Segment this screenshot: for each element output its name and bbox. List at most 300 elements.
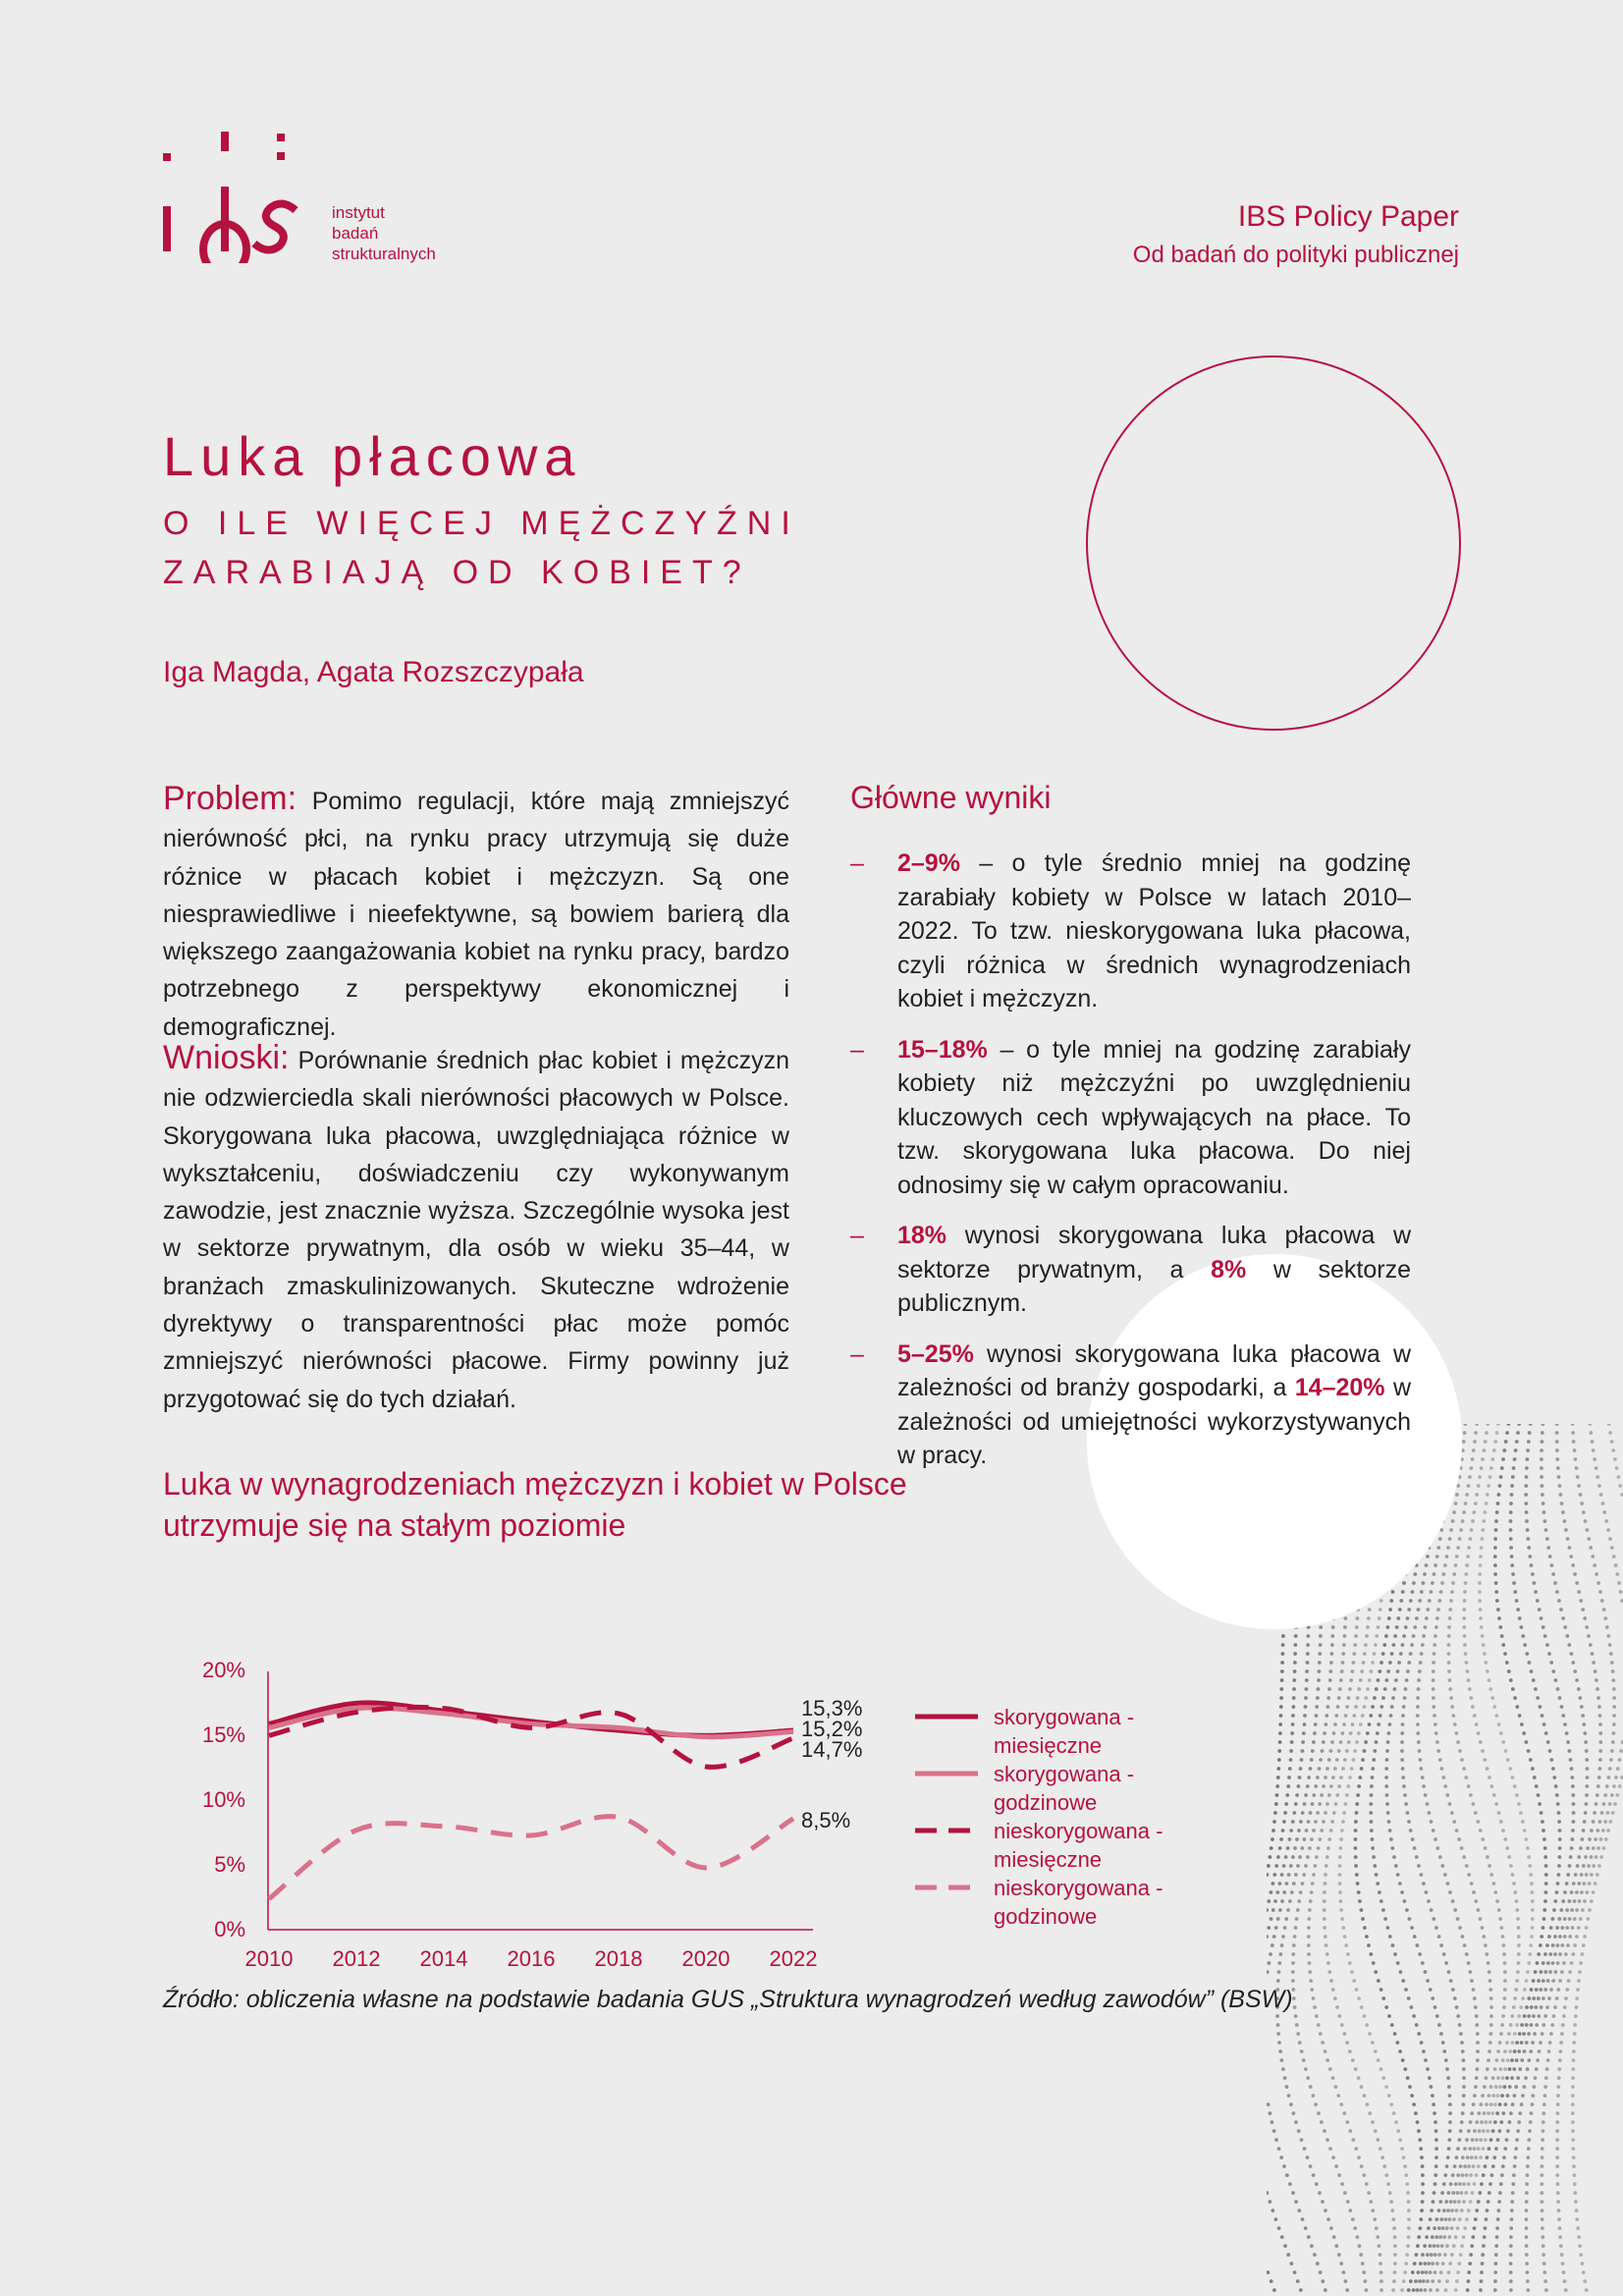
pattern-dot [1444,2217,1448,2221]
pattern-dot [1571,1424,1575,1426]
pattern-dot [1279,1837,1283,1841]
pattern-dot [1528,1431,1532,1435]
pattern-dot [1516,2129,1520,2133]
pattern-dot [1407,1996,1411,2000]
pattern-dot [1339,1899,1343,1903]
pattern-dot [1492,1882,1496,1886]
pattern-dot [1489,1466,1493,1470]
pattern-dot [1274,1802,1278,1806]
pattern-dot [1595,1572,1598,1576]
pattern-dot [1267,1873,1269,1877]
pattern-dot [1472,1510,1476,1514]
pattern-dot [1454,1563,1458,1567]
pattern-dot [1505,1431,1509,1435]
pattern-dot [1552,1776,1556,1779]
pattern-dot [1281,2067,1285,2071]
pattern-dot [1482,1519,1486,1523]
pattern-dot [1544,1882,1548,1886]
pattern-dot [1389,1714,1393,1718]
pattern-dot [1467,1484,1471,1488]
pattern-dot [1340,2023,1344,2027]
pattern-dot [1462,1440,1466,1444]
pattern-dot [1573,2032,1577,2036]
pattern-dot [1434,2129,1438,2133]
pattern-dot [1325,1714,1328,1718]
pattern-dot [1367,2191,1371,2195]
pattern-dot [1505,2041,1509,2045]
pattern-dot [1556,1988,1560,1992]
pattern-dot [1436,1546,1440,1550]
pattern-dot [1280,1669,1284,1673]
pattern-dot [1308,1970,1312,1974]
pattern-dot [1282,2164,1286,2168]
pattern-dot [1366,1731,1370,1735]
pattern-dot [1583,1935,1587,1939]
pattern-dot [1354,1829,1358,1832]
pattern-dot [1574,1873,1578,1877]
pattern-dot [1616,1767,1620,1771]
pattern-dot [1551,1917,1555,1921]
pattern-dot [1462,1855,1466,1859]
pattern-dot [1382,1643,1386,1647]
pattern-dot [1498,1484,1502,1488]
pattern-dot [1421,2173,1425,2177]
pattern-dot [1582,1864,1586,1868]
pattern-dot [1509,1678,1513,1682]
pattern-dot [1430,1590,1434,1594]
pattern-dot [1354,1820,1358,1824]
pattern-dot [1331,2156,1335,2159]
pattern-dot [1466,2288,1470,2292]
pattern-dot [1546,2058,1550,2062]
pattern-dot [1443,1873,1447,1877]
pattern-dot [1481,1837,1485,1841]
pattern-dot [1564,1952,1568,1956]
pattern-dot [1270,1846,1273,1850]
pattern-dot [1488,2041,1492,2045]
pattern-dot [1371,1837,1375,1841]
pattern-dot [1310,2244,1314,2248]
pattern-dot [1509,2244,1513,2248]
pattern-dot [1619,1749,1623,1753]
pattern-dot [1315,2014,1319,2018]
pattern-dot [1312,1740,1316,1744]
pattern-dot [1435,2262,1439,2266]
pattern-dot [1512,2067,1516,2071]
pattern-dot [1452,1714,1456,1718]
y-tick-label: 5% [214,1852,245,1877]
pattern-dot [1547,1996,1551,2000]
pattern-dot [1572,2050,1576,2053]
pattern-dot [1399,1599,1403,1603]
pattern-dot [1468,2147,1472,2151]
pattern-dot [1501,2014,1505,2018]
pattern-dot [1447,1669,1451,1673]
pattern-dot [1280,1678,1284,1682]
pattern-dot [1269,1952,1272,1956]
pattern-dot [1435,1740,1439,1744]
pattern-dot [1518,1616,1522,1620]
pattern-dot [1540,1475,1543,1479]
pattern-dot [1526,2279,1530,2283]
pattern-dot [1512,2173,1516,2177]
pattern-dot [1509,1519,1513,1523]
pattern-dot [1543,2014,1547,2018]
pattern-dot [1563,1625,1567,1629]
pattern-dot [1302,1731,1306,1735]
pattern-dot [1542,1829,1545,1832]
pattern-dot [1494,2253,1498,2257]
pattern-dot [1525,1475,1529,1479]
pattern-dot [1319,1758,1323,1762]
pattern-dot [1399,1970,1403,1974]
pattern-dot [1476,1820,1480,1824]
pattern-dot [1556,1882,1560,1886]
pattern-dot [1540,1616,1543,1620]
x-tick-label: 2018 [594,1946,643,1971]
pattern-dot [1506,2058,1510,2062]
pattern-dot [1294,2014,1298,2018]
pattern-dot [1401,1643,1405,1647]
pattern-dot [1407,2217,1411,2221]
pattern-dot [1602,1846,1606,1850]
pattern-dot [1340,1829,1344,1832]
pattern-dot [1528,1661,1532,1665]
pattern-dot [1451,2173,1455,2177]
pattern-dot [1469,2173,1473,2177]
pattern-dot [1407,1608,1411,1612]
pattern-dot [1456,2147,1460,2151]
pattern-dot [1454,1502,1458,1505]
pattern-dot [1373,1696,1377,1700]
pattern-dot [1480,1546,1484,1550]
pattern-dot [1560,2032,1564,2036]
pattern-dot [1464,1652,1468,1656]
pattern-dot [1484,1846,1488,1850]
pattern-dot [1462,1608,1466,1612]
pattern-dot [1400,1740,1404,1744]
pattern-dot [1280,1873,1284,1877]
pattern-dot [1396,1961,1400,1965]
pattern-dot [1469,2200,1473,2204]
pattern-dot [1510,2014,1514,2018]
pattern-dot [1537,2014,1541,2018]
pattern-dot [1517,1802,1521,1806]
pattern-dot [1555,1440,1559,1444]
pattern-dot [1543,1855,1547,1859]
pattern-dot [1356,1793,1360,1797]
pattern-dot [1420,1590,1424,1594]
pattern-dot [1440,1864,1444,1868]
pattern-dot [1467,1961,1471,1965]
pattern-dot [1290,1890,1294,1894]
pattern-dot [1405,1908,1409,1912]
pattern-dot [1596,1687,1599,1691]
pattern-dot [1432,1669,1435,1673]
pattern-dot [1398,1882,1402,1886]
pattern-dot [1276,1917,1280,1921]
pattern-dot [1531,1917,1535,1921]
pattern-dot [1484,2164,1488,2168]
pattern-dot [1468,2262,1472,2266]
pattern-dot [1512,1466,1516,1470]
pattern-dot [1525,2191,1529,2195]
pattern-dot [1479,1829,1483,1832]
pattern-dot [1489,2032,1493,2036]
pattern-dot [1493,1537,1497,1541]
pattern-dot [1387,2014,1391,2018]
pattern-dot [1577,1855,1581,1859]
pattern-dot [1318,1767,1322,1771]
pattern-dot [1516,1970,1520,1974]
pattern-dot [1485,2120,1488,2124]
pattern-dot [1510,1563,1514,1567]
pattern-dot [1527,1440,1531,1444]
pattern-dot [1474,1811,1478,1815]
pattern-dot [1483,2111,1487,2115]
pattern-dot [1464,1776,1468,1779]
pattern-dot [1493,1546,1497,1550]
pattern-dot [1421,2191,1425,2195]
pattern-dot [1315,2182,1319,2186]
pattern-dot [1325,2138,1329,2142]
pattern-dot [1612,1731,1616,1735]
gender-pay-gap-line-chart [163,1650,1263,1984]
pattern-dot [1575,1581,1579,1585]
pattern-dot [1435,1616,1439,1620]
pattern-dot [1497,2200,1501,2204]
pattern-dot [1313,2005,1317,2009]
pattern-dot [1429,2244,1433,2248]
pattern-dot [1543,1899,1547,1903]
pattern-dot [1496,1502,1500,1505]
end-value-label: 14,7% [801,1737,863,1762]
pattern-dot [1398,2050,1402,2053]
pattern-dot [1292,1705,1296,1709]
pattern-dot [1341,1652,1345,1656]
pattern-dot [1614,1563,1618,1567]
pattern-dot [1335,1793,1339,1797]
pattern-dot [1272,1935,1276,1939]
pattern-dot [1472,1988,1476,1992]
pattern-dot [1459,2164,1463,2168]
end-value-label: 8,5% [801,1808,851,1832]
pattern-dot [1355,1740,1359,1744]
pattern-dot [1512,1882,1516,1886]
pattern-dot [1371,1846,1375,1850]
pattern-dot [1363,1652,1367,1656]
pattern-dot [1474,2156,1478,2159]
pattern-dot [1432,1917,1435,1921]
pattern-dot [1448,2217,1452,2221]
pattern-dot [1477,2147,1481,2151]
pattern-dot [1571,1952,1575,1956]
pattern-dot [1570,1846,1574,1850]
pattern-dot [1577,1926,1581,1930]
pattern-dot [1558,1696,1562,1700]
pattern-dot [1274,2138,1278,2142]
pattern-dot [1498,2085,1502,2089]
pattern-dot [1526,2270,1530,2274]
pattern-dot [1403,2270,1407,2274]
pattern-dot [1342,1722,1346,1726]
pattern-dot [1432,2200,1435,2204]
pattern-dot [1581,1714,1585,1718]
pattern-dot [1362,2270,1366,2274]
pattern-dot [1291,1714,1295,1718]
pattern-dot [1476,2041,1480,2045]
pattern-dot [1540,1811,1543,1815]
pattern-dot [1418,1669,1422,1673]
pattern-dot [1324,1776,1327,1779]
pattern-dot [1279,2156,1283,2159]
pattern-dot [1321,1749,1325,1753]
pattern-dot [1448,2120,1452,2124]
pattern-dot [1346,1952,1350,1956]
pattern-dot [1291,1722,1295,1726]
pattern-dot [1350,1669,1354,1673]
pattern-dot [1295,1793,1299,1797]
pattern-dot [1463,1643,1467,1647]
pattern-dot [1285,1793,1289,1797]
pattern-dot [1267,1864,1271,1868]
pattern-dot [1498,2041,1502,2045]
pattern-dot [1434,1731,1438,1735]
pattern-dot [1328,1678,1332,1682]
pattern-dot [1560,2253,1564,2257]
pattern-dot [1568,1864,1572,1868]
pattern-dot [1335,1758,1339,1762]
pattern-dot [1569,1855,1573,1859]
pattern-dot [1419,2217,1423,2221]
pattern-dot [1334,2244,1338,2248]
pattern-dot [1570,1890,1574,1894]
pattern-dot [1558,1952,1562,1956]
pattern-dot [1457,1837,1461,1841]
pattern-dot [1541,1714,1544,1718]
pattern-dot [1551,1669,1555,1673]
pattern-dot [1270,2279,1273,2283]
pattern-dot [1584,1811,1588,1815]
pattern-dot [1417,1740,1421,1744]
pattern-dot [1560,1926,1564,1930]
pattern-dot [1476,2050,1480,2053]
pattern-dot [1471,2191,1475,2195]
pattern-dot [1598,1722,1602,1726]
pattern-dot [1429,1988,1433,1992]
pattern-dot [1505,2076,1509,2080]
pattern-dot [1534,2005,1538,2009]
pattern-dot [1534,1590,1538,1594]
pattern-dot [1596,1581,1600,1585]
pattern-dot [1525,1519,1529,1523]
pattern-dot [1309,2085,1313,2089]
pattern-dot [1552,1908,1556,1912]
pattern-dot [1532,1996,1536,2000]
pattern-dot [1393,2253,1397,2257]
pattern-dot [1317,1687,1321,1691]
pattern-dot [1434,1563,1437,1567]
pattern-dot [1574,1457,1578,1461]
pattern-dot [1491,2164,1495,2168]
pattern-dot [1479,1740,1483,1744]
pattern-dot [1430,2085,1434,2089]
pattern-dot [1571,2085,1575,2089]
pattern-dot [1348,1961,1352,1965]
pattern-dot [1278,1882,1282,1886]
pattern-dot [1416,2120,1420,2124]
pattern-dot [1434,1837,1437,1841]
pattern-dot [1278,1731,1282,1735]
pattern-dot [1608,1820,1612,1824]
pattern-dot [1313,1731,1317,1735]
pattern-dot [1537,1793,1541,1797]
pattern-dot [1434,2120,1437,2124]
pattern-dot [1379,2147,1382,2151]
pattern-dot [1297,1899,1301,1903]
pattern-dot [1561,1510,1565,1514]
pattern-dot [1272,1873,1276,1877]
pattern-dot [1467,1546,1471,1550]
pattern-dot [1316,1811,1320,1815]
pattern-dot [1540,2182,1543,2186]
pattern-dot [1437,2279,1441,2283]
pattern-dot [1434,1634,1437,1638]
pattern-dot [1555,2120,1559,2124]
pattern-dot [1541,1484,1544,1488]
pattern-dot [1370,1820,1374,1824]
pattern-dot [1585,1758,1589,1762]
pattern-dot [1618,1758,1622,1762]
pattern-dot [1377,1678,1380,1682]
pattern-dot [1382,2164,1386,2168]
pattern-dot [1555,2138,1559,2142]
pattern-dot [1452,1572,1456,1576]
pattern-dot [1481,2262,1485,2266]
pattern-dot [1509,2235,1513,2239]
pattern-dot [1595,1678,1598,1682]
pattern-dot [1390,1652,1394,1656]
pattern-dot [1341,1820,1345,1824]
pattern-dot [1591,1652,1595,1656]
pattern-dot [1585,2288,1589,2292]
pattern-dot [1323,1908,1326,1912]
pattern-dot [1489,2005,1493,2009]
pattern-dot [1573,1449,1577,1452]
pattern-dot [1323,1899,1326,1903]
pattern-dot [1531,1926,1535,1930]
pattern-dot [1586,1776,1590,1779]
pattern-dot [1296,1864,1300,1868]
pattern-dot [1394,1864,1398,1868]
pattern-dot [1348,2209,1352,2213]
pattern-dot [1579,1846,1583,1850]
pattern-dot [1465,1661,1469,1665]
pattern-dot [1444,2200,1448,2204]
pattern-dot [1343,1935,1347,1939]
pattern-dot [1540,1457,1543,1461]
pattern-dot [1400,2147,1404,2151]
pattern-dot [1474,1899,1478,1903]
pattern-dot [1499,2032,1503,2036]
pattern-dot [1446,1882,1450,1886]
pattern-dot [1295,2023,1299,2027]
pattern-dot [1578,1970,1582,1974]
pattern-dot [1432,1687,1435,1691]
pattern-dot [1330,1634,1334,1638]
pattern-dot [1365,2288,1369,2292]
pattern-dot [1486,1767,1489,1771]
